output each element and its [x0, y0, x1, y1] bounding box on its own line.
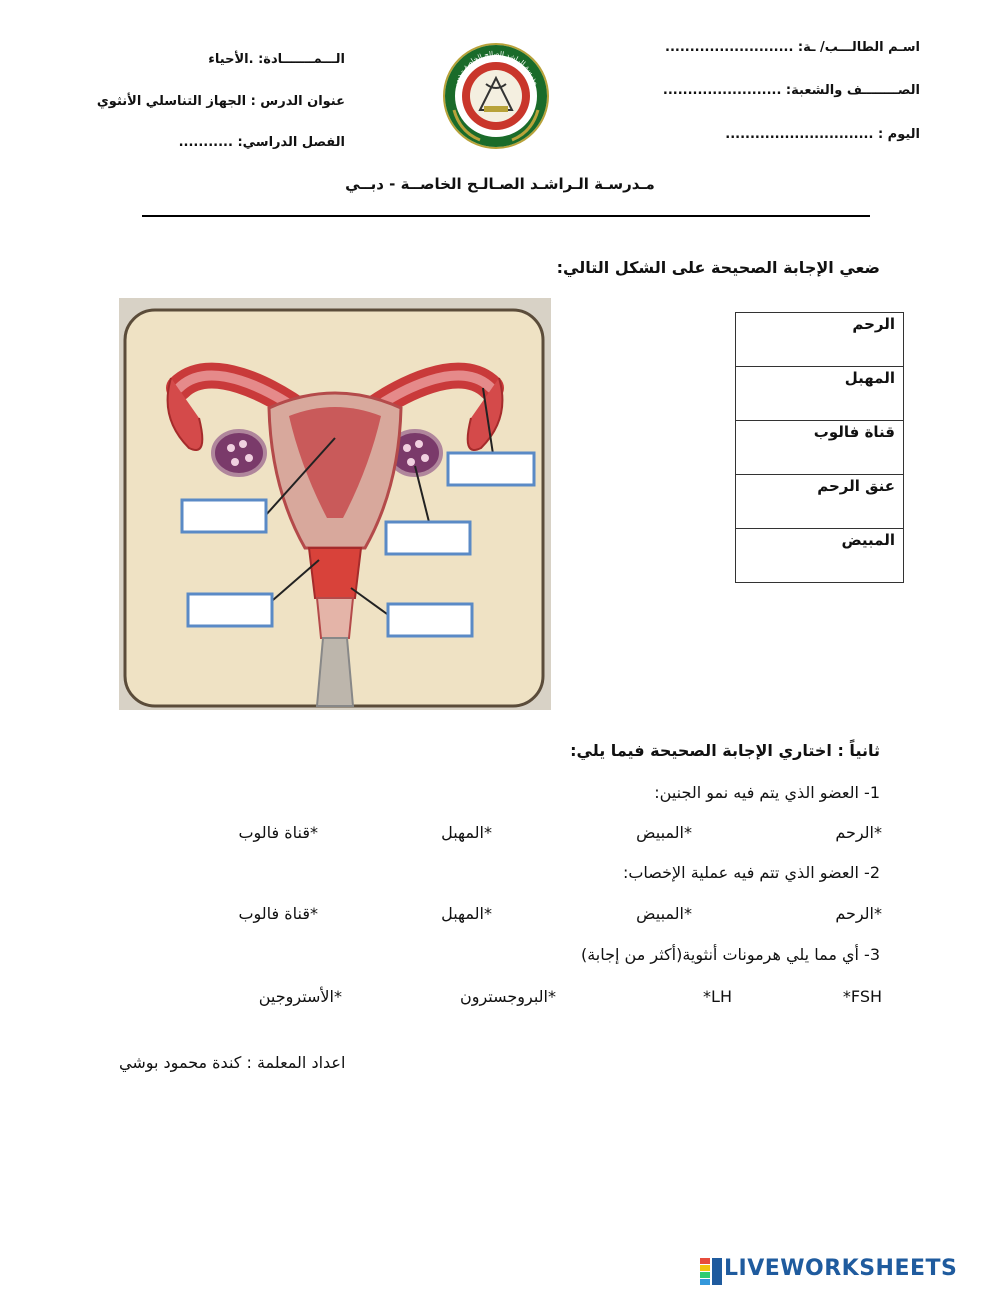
section2-title: ثانياً : اختاري الإجابة الصحيحة فيما يلي: — [570, 741, 880, 760]
word-bank-item: المهبل — [736, 367, 904, 421]
student-name-field: اسـم الطالـــب/ ـة: .......................... — [665, 40, 920, 55]
q3-option-3[interactable]: *البروجسترون — [460, 987, 556, 1006]
q1-option-1[interactable]: *الرحم — [835, 823, 882, 842]
class-section-field: الصــــــــف والشعبة: ........................ — [662, 83, 920, 98]
q1-option-2[interactable]: *المبيض — [636, 823, 692, 842]
brand-text: LIVEWORKSHEETS — [724, 1256, 958, 1281]
q2-option-2[interactable]: *المبيض — [636, 904, 692, 923]
q2-option-4[interactable]: *قناة فالوب — [238, 904, 318, 923]
question-1: 1- العضو الذي يتم فيه نمو الجنين: — [654, 783, 880, 802]
word-bank-item: عنق الرحم — [736, 475, 904, 529]
semester-field: الفصل الدراسي: ........... — [178, 135, 345, 150]
question-3: 3- أي مما يلي هرمونات أنثوية(أكثر من إجابة) — [580, 945, 880, 964]
q1-option-3[interactable]: *المهبل — [441, 823, 492, 842]
logo-ring-text: مدرسة الراشد الصالح الخاصة - دبي — [451, 49, 541, 87]
word-bank-item: المبيض — [736, 529, 904, 583]
reproductive-system-diagram — [119, 298, 551, 710]
answer-box-ovary[interactable] — [386, 522, 470, 554]
q3-option-1[interactable]: FSH* — [842, 987, 882, 1006]
teacher-credit: اعداد المعلمة : كندة محمود بوشي — [119, 1053, 346, 1072]
word-bank-item: قناة فالوب — [736, 421, 904, 475]
q1-option-4[interactable]: *قناة فالوب — [238, 823, 318, 842]
word-bank-item: الرحم — [736, 313, 904, 367]
word-bank — [735, 312, 904, 583]
q3-option-4[interactable]: *الأستروجين — [258, 987, 342, 1006]
answer-box-fallopian[interactable] — [448, 453, 534, 485]
answer-box-vagina[interactable] — [388, 604, 472, 636]
subject-label: الـــمـــــــادة: .الأحياء — [208, 52, 345, 67]
liveworksheets-icon — [700, 1258, 724, 1286]
q2-option-1[interactable]: *الرحم — [835, 904, 882, 923]
day-field: اليوم : .............................. — [725, 127, 920, 142]
answer-box-uterus[interactable] — [182, 500, 266, 532]
school-logo — [440, 40, 552, 152]
header-divider — [142, 215, 870, 217]
lesson-title: عنوان الدرس : الجهاز التناسلي الأنثوي — [96, 94, 345, 109]
question-2: 2- العضو الذي تتم فيه عملية الإخصاب: — [622, 863, 880, 882]
q3-option-2[interactable]: LH* — [703, 987, 732, 1006]
school-name: مـدرسـة الـراشـد الصـالـح الخاصــة - دبــي — [345, 175, 655, 193]
q2-option-3[interactable]: *المهبل — [441, 904, 492, 923]
answer-box-cervix[interactable] — [188, 594, 272, 626]
liveworksheets-logo — [700, 1256, 995, 1286]
section1-instruction: ضعي الإجابة الصحيحة على الشكل التالي: — [556, 258, 880, 277]
